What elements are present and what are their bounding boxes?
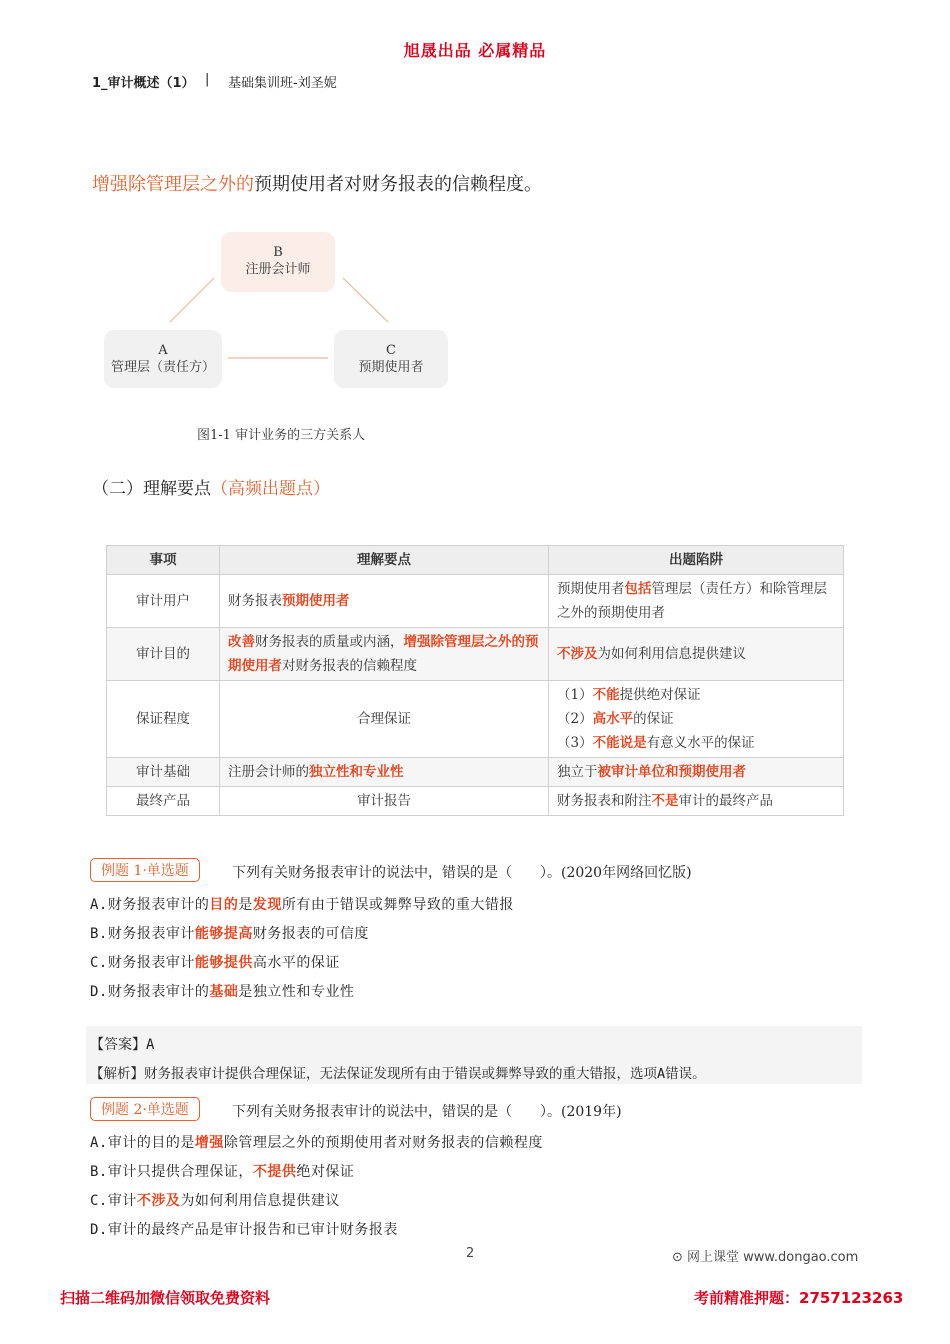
text: 预期使用者	[557, 581, 625, 597]
node-c-label: 预期使用者	[358, 360, 424, 375]
row-item: 审计基础	[107, 758, 220, 787]
node-a-label: 管理层（责任方）	[110, 360, 215, 375]
node-cpa	[221, 232, 335, 292]
trap-line	[557, 731, 835, 755]
table-row	[107, 787, 844, 816]
text: D.审计的最终产品是审计报告和已审计财务报表	[90, 1222, 398, 1238]
example1-tag: 例题 1·单选题	[90, 858, 200, 882]
row-item: 审计目的	[107, 628, 220, 681]
example2-option-a	[90, 1132, 543, 1152]
highlight: 目的	[209, 897, 239, 913]
footer-promo-right: 考前精准押题：2757123263	[694, 1289, 904, 1307]
example1-option-d	[90, 981, 354, 1001]
key-points-table	[106, 545, 844, 816]
table-header: 出题陷阱	[549, 546, 844, 575]
line-b-c	[343, 278, 388, 322]
example1-answer: 【答案】A	[90, 1037, 155, 1053]
footer-promo-left: 扫描二维码加微信领取免费资料	[60, 1289, 271, 1307]
lead-rest: 预期使用者对财务报表的信赖程度。	[254, 174, 542, 195]
example2-option-b	[90, 1161, 354, 1181]
text: 绝对保证	[296, 1164, 355, 1180]
highlight: 不是	[651, 793, 679, 809]
example1-question: 下列有关财务报表审计的说法中，错误的是（ ）。(2020年网络回忆版)	[232, 865, 692, 881]
row-point: 合理保证	[220, 681, 549, 758]
section-title	[92, 474, 330, 499]
row-trap	[549, 628, 844, 681]
row-point: 审计报告	[220, 787, 549, 816]
row-item: 保证程度	[107, 681, 220, 758]
highlight: 独立性和专业性	[309, 764, 404, 780]
highlight: 不能	[592, 687, 620, 703]
text: C.财务报表审计	[90, 955, 195, 971]
table-row	[107, 681, 844, 758]
text: B.审计只提供合理保证，	[90, 1164, 253, 1180]
text: （2）	[557, 711, 593, 727]
chapter-title: 1_审计概述（1）	[92, 76, 195, 91]
text: 为如何利用信息提供建议	[597, 646, 746, 662]
text: 独立于	[557, 764, 598, 780]
highlight: 增强	[194, 1135, 224, 1151]
text: D.财务报表审计的	[90, 984, 210, 1000]
row-point	[220, 758, 549, 787]
section-note: （高频出题点）	[211, 479, 330, 499]
table-header-row	[107, 546, 844, 575]
example2-tag: 例题 2·单选题	[90, 1097, 200, 1121]
text: 除管理层之外的预期使用者对财务报表的信赖程度	[223, 1135, 543, 1151]
example2-option-c	[90, 1190, 340, 1210]
diagram-lines	[0, 0, 950, 460]
example2-question: 下列有关财务报表审计的说法中，错误的是（ ）。(2019年)	[232, 1104, 622, 1120]
table-row	[107, 758, 844, 787]
row-trap	[549, 787, 844, 816]
example1-option-c	[90, 952, 340, 972]
text: （1）	[557, 687, 593, 703]
node-b-letter: B	[273, 245, 283, 260]
text: 财务报表的可信度	[252, 926, 369, 942]
text: 财务报表和附注	[557, 793, 652, 809]
example1-option-b	[90, 923, 369, 943]
course-name: 基础集训班-刘圣妮	[228, 76, 337, 91]
text: 注册会计师的	[228, 764, 309, 780]
top-banner: 旭晟出品 必属精品	[403, 41, 547, 60]
node-users	[334, 330, 448, 388]
highlight: 预期使用者	[282, 593, 350, 609]
line-b-a	[170, 278, 214, 322]
text: 财务报表的质量或内涵，	[255, 634, 404, 650]
node-c-letter: C	[386, 343, 396, 358]
section-title-text: （二）理解要点	[92, 479, 211, 499]
text: 为如何利用信息提供建议	[180, 1193, 340, 1209]
highlight: 被审计单位和预期使用者	[597, 764, 746, 780]
table-row	[107, 628, 844, 681]
text: 管理层（责任方）和除管理层之外的预期使用者	[557, 581, 827, 621]
row-trap	[549, 681, 844, 758]
text: 高水平的保证	[252, 955, 340, 971]
highlight: 能够提高	[194, 926, 253, 942]
text: 提供绝对保证	[619, 687, 701, 703]
text: 对财务报表的信赖程度	[282, 658, 417, 674]
node-a-letter: A	[158, 343, 168, 358]
highlight: 改善	[228, 634, 255, 650]
text: 所有由于错误或舞弊导致的重大错报	[281, 897, 514, 913]
trap-line	[557, 707, 835, 731]
example1-option-a	[90, 894, 514, 914]
node-b-label: 注册会计师	[245, 262, 311, 277]
example2-option-d	[90, 1219, 398, 1239]
highlight: 不涉及	[136, 1193, 181, 1209]
row-point	[220, 628, 549, 681]
lead-highlight: 增强除管理层之外的	[92, 174, 254, 195]
text: A.审计的目的是	[90, 1135, 195, 1151]
text: 审计的最终产品	[678, 793, 773, 809]
highlight: 包括	[624, 581, 652, 597]
row-point	[220, 575, 549, 628]
header-separator: |	[205, 72, 210, 87]
row-item: 审计用户	[107, 575, 220, 628]
highlight: 不能说是	[592, 735, 647, 751]
page-number: 2	[466, 1246, 475, 1261]
text: 是	[238, 897, 253, 913]
table-header: 理解要点	[220, 546, 549, 575]
text: 有意义水平的保证	[646, 735, 755, 751]
text: C.审计	[90, 1193, 137, 1209]
text: A.财务报表审计的	[90, 897, 210, 913]
highlight: 基础	[209, 984, 239, 1000]
highlight: 不提供	[252, 1164, 297, 1180]
figure-caption: 图1-1 审计业务的三方关系人	[197, 428, 366, 443]
text: 财务报表	[228, 593, 282, 609]
highlight: 增强除管理层之外的预期使用者	[228, 634, 539, 674]
example1-analysis: 【解析】财务报表审计提供合理保证，无法保证发现所有由于错误或舞弊导致的重大错报，选项A错误。	[90, 1066, 706, 1082]
node-management	[104, 330, 222, 388]
highlight: 不涉及	[557, 646, 598, 662]
trap-line	[557, 683, 835, 707]
text: 的保证	[633, 711, 674, 727]
highlight: 高水平	[592, 711, 634, 727]
highlight: 发现	[252, 897, 282, 913]
text: 是独立性和专业性	[238, 984, 355, 1000]
row-trap	[549, 575, 844, 628]
footer-brand: ⊙ 网上课堂 www.dongao.com	[672, 1250, 859, 1265]
table-row	[107, 575, 844, 628]
row-trap	[549, 758, 844, 787]
text: B.财务报表审计	[90, 926, 195, 942]
row-item: 最终产品	[107, 787, 220, 816]
text: （3）	[557, 735, 593, 751]
highlight: 能够提供	[194, 955, 253, 971]
table-header: 事项	[107, 546, 220, 575]
